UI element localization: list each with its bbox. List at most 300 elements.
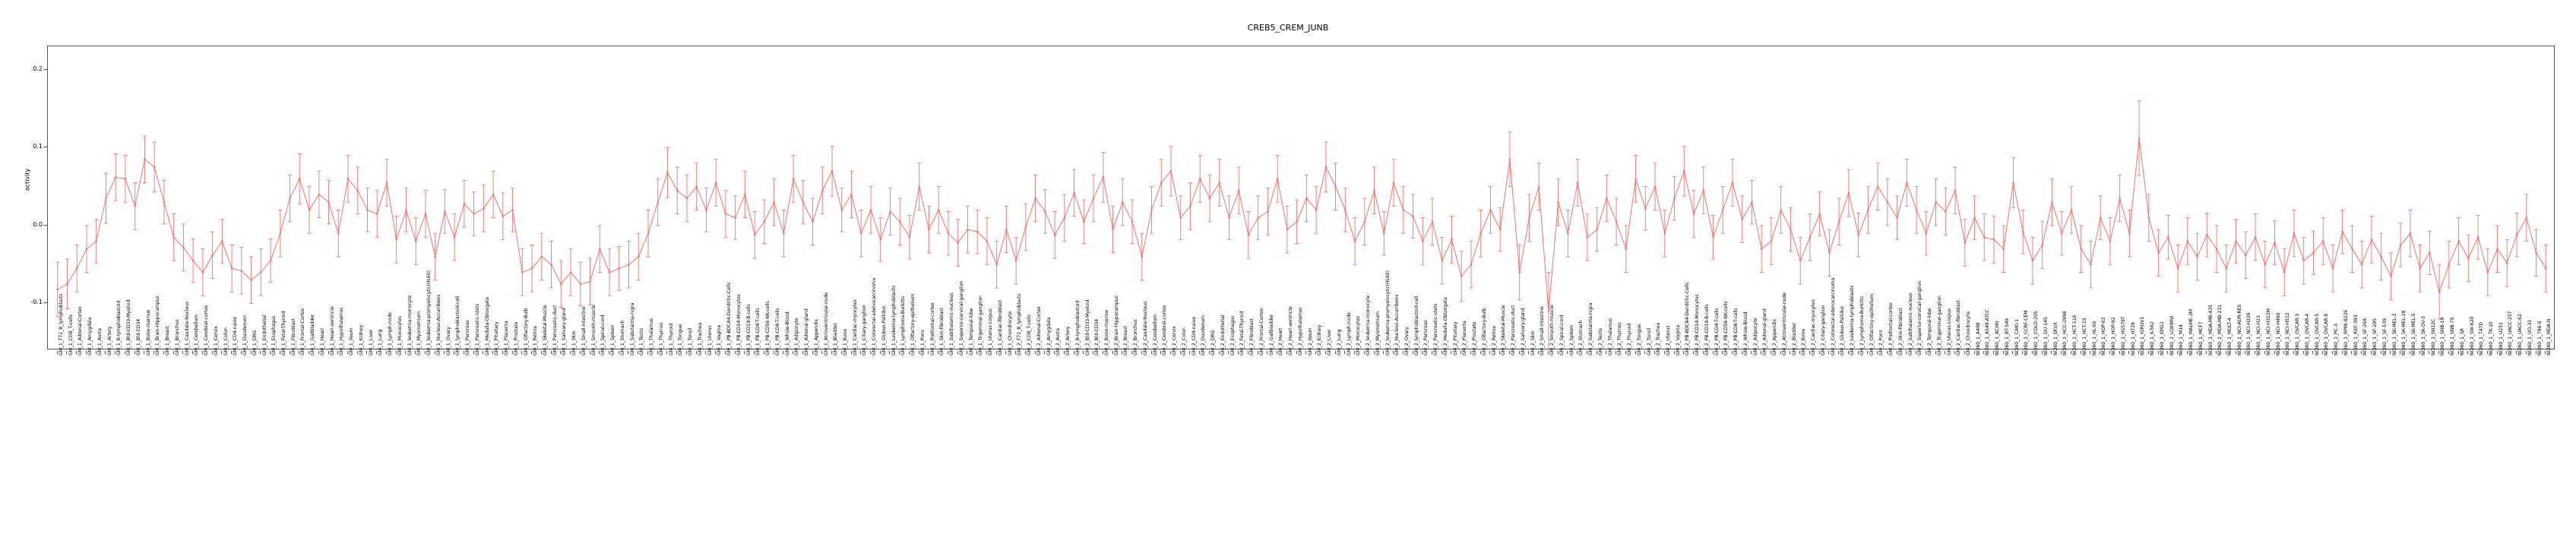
page-title: CREB5_CREM_JUNB	[1247, 23, 1329, 33]
x-tick-label: GM_2_Liver	[1327, 329, 1333, 356]
x-tick-label: GM_2_Tongue	[1636, 324, 1642, 356]
x-tick-label: NCI60_1_SK-MEL-5	[2411, 313, 2417, 356]
x-tick-mark	[221, 351, 222, 354]
x-tick-mark	[725, 351, 726, 354]
x-tick-mark	[1219, 351, 1220, 354]
x-tick-mark	[1519, 351, 1520, 354]
x-tick-label: GM_1_DRG	[252, 330, 258, 356]
x-tick-mark	[889, 351, 890, 354]
x-tick-label: GM_2_PB-CD19-B-cells	[1704, 304, 1710, 356]
x-tick-label: NCI60_1_UO-31	[2527, 319, 2533, 356]
x-tick-label: NCI60_1_RXF-393	[2353, 315, 2359, 356]
x-tick-label: GM_1_Chondrocyte	[1007, 311, 1013, 356]
x-tick-label: GM_2_Pancreatic-duct	[1511, 305, 1517, 356]
x-tick-label: GM_1_Uterus	[707, 325, 713, 356]
x-tick-label: GM_1_Retina	[533, 326, 539, 356]
x-tick-mark	[1325, 351, 1326, 354]
x-tick-label: GM_1_Prostate	[513, 321, 519, 356]
x-tick-label: GM_2_Artery	[1065, 326, 1071, 356]
y-tick-label: 0.1	[33, 143, 43, 150]
x-tick-mark	[1393, 351, 1394, 354]
x-tick-label: GM_2_PB-BDCA4-Dendritic-Cells	[1685, 282, 1691, 356]
x-tick-label: NCI60_1_OVCAR-4	[2304, 313, 2310, 356]
x-tick-label: GM_2_Retina	[1491, 326, 1497, 356]
x-tick-label: GM_2_Placenta	[1462, 321, 1468, 356]
x-tick-label: NCI60_1_TK-10	[2489, 321, 2494, 356]
x-tick-mark	[1935, 351, 1936, 354]
x-tick-label: NCI60_1_MDA-MB-435	[2207, 305, 2214, 356]
x-tick-mark	[880, 351, 881, 354]
x-tick-label: NCI60_1_MDA-N	[2546, 318, 2552, 356]
x-tick-mark	[1858, 351, 1859, 354]
x-tick-label: GM_2_Heart-ventricle	[1288, 306, 1294, 356]
x-tick-mark	[2206, 351, 2207, 354]
x-tick-label: GM_1_Endothelial	[261, 315, 267, 356]
x-tick-label: NCI60_1_HCT-15	[2081, 318, 2087, 356]
x-tick-label: NCI60_1_COLO-205	[2033, 311, 2040, 356]
x-tick-label: GM_2_Fibroblast	[1249, 318, 1255, 356]
x-tick-mark	[231, 351, 232, 354]
x-tick-label: GM_1_Trachea	[697, 322, 703, 356]
x-tick-label: GM_2_Aorta	[1055, 328, 1062, 356]
x-tick-label: GM_1_Whole-Blood	[784, 311, 790, 356]
x-tick-label: GM_1_Myometrium	[416, 311, 422, 356]
x-tick-label: NCI60_1_UACC-257	[2508, 311, 2514, 356]
x-tick-label: GM_2_Lymph-node	[1346, 312, 1352, 356]
x-tick-label: GM_1_lymphoblastoid-cell	[455, 296, 461, 356]
x-tick-mark	[928, 351, 929, 354]
x-tick-label: NCI60_1_HS578T	[2120, 316, 2126, 356]
x-tick-mark	[212, 351, 213, 354]
x-tick-mark	[531, 351, 532, 354]
x-tick-label: GM_1_Fibroblast	[290, 318, 296, 356]
x-tick-label: GM_2_Bld-CD34	[1094, 318, 1100, 356]
x-tick-label: GM_2_DRG	[1210, 330, 1217, 356]
x-tick-label: GM_1_Kidney	[358, 324, 364, 356]
x-tick-label: GM_2_Ovary	[1404, 327, 1410, 356]
x-tick-mark	[686, 351, 687, 354]
x-tick-mark	[2128, 351, 2129, 354]
x-tick-mark	[415, 351, 416, 354]
x-tick-label: GM_2_Medulla-Oblongata	[1442, 297, 1448, 356]
x-tick-mark	[2119, 351, 2120, 354]
x-tick-label: GM_2_Bone-marrow	[1104, 309, 1109, 356]
x-tick-mark	[1867, 351, 1868, 354]
x-tick-mark	[754, 351, 755, 354]
x-tick-mark	[425, 351, 426, 354]
x-tick-label: GM_1_Lymphoma-Burkitts	[900, 296, 907, 356]
x-tick-mark	[812, 351, 813, 354]
x-tick-label: GM_1_leukemia-promyelocytic(HL60)	[426, 270, 432, 356]
x-tick-mark	[1877, 351, 1878, 354]
x-tick-label: GM_1_Stomach	[619, 320, 625, 356]
x-tick-label: GM_1_Thalamus	[649, 318, 655, 356]
x-tick-mark	[1713, 351, 1714, 354]
x-tick-label: NCI60_1_HT29	[2130, 322, 2136, 356]
x-tick-label: GM_1_Trigeminal-ganglion	[978, 296, 984, 356]
y-tick-label: -0.1	[30, 299, 43, 306]
x-tick-label: GM_2_Brain-Hippocampus	[1113, 296, 1119, 356]
x-tick-label: GM_2_Duodenum	[1201, 315, 1207, 356]
x-tick-mark	[1887, 351, 1888, 354]
x-tick-label: GM_2_Kidney	[1317, 324, 1323, 356]
x-tick-label: NCI60_1_OVCAR-5	[2314, 313, 2320, 356]
x-tick-label: GM_1_Ciliary-ganglion	[862, 305, 868, 356]
x-tick-mark	[1015, 351, 1016, 354]
x-tick-label: GM_1_CD4-naive	[233, 316, 239, 356]
x-tick-mark	[2177, 351, 2178, 354]
x-tick-mark	[2332, 351, 2333, 354]
x-tick-label: NCI60_1_NCI-H522	[2285, 312, 2291, 356]
x-tick-label: GM_1_Bronchus	[174, 319, 180, 356]
x-tick-label: GM_1_Cardiac-fibroblast	[997, 300, 1003, 356]
x-tick-label: GM_2_Testis	[1597, 327, 1603, 356]
x-tick-mark	[2216, 351, 2217, 354]
x-tick-label: GM_1_Heart-ventricle	[329, 306, 335, 356]
x-tick-label: GM_1_Temporal-lobe	[968, 308, 974, 356]
x-tick-label: GM_2_CD8_T-cells	[1027, 314, 1033, 356]
x-tick-mark	[2448, 351, 2449, 354]
x-tick-mark	[986, 351, 987, 354]
x-tick-label: GM_2_Trigeminal-ganglion	[1936, 296, 1942, 356]
x-tick-label: GM_2_Adipocyte	[1752, 318, 1758, 356]
x-tick-mark	[2187, 351, 2188, 354]
x-tick-mark	[2458, 351, 2459, 354]
x-tick-label: GM_1_Duodenum	[242, 315, 248, 356]
x-tick-label: GM_1_Medulla-Oblongata	[484, 297, 490, 356]
x-tick-label: GM_2_Pituitary	[1452, 321, 1458, 356]
x-tick-label: GM_2_Adrenal-Cortex	[1036, 306, 1042, 356]
x-tick-mark	[66, 351, 67, 354]
x-tick-mark	[2264, 351, 2265, 354]
x-tick-label: GM_1_Skin-fibroblast	[939, 308, 945, 356]
x-tick-mark	[202, 351, 203, 354]
y-tick-label: 0.2	[33, 65, 43, 72]
x-tick-mark	[96, 351, 97, 354]
y-tick-label: 0.0	[33, 220, 43, 228]
x-tick-label: GM_2_Cerebellum	[1152, 314, 1158, 356]
x-tick-label: NCI60_1_SNB-19	[2440, 317, 2446, 356]
x-tick-label: NCI60_1_HOP-92	[2111, 317, 2117, 356]
x-tick-mark	[1780, 351, 1781, 354]
activity-series	[48, 46, 2555, 349]
x-tick-label: GM_2_Cardiac-fibroblast	[1956, 300, 1962, 356]
x-tick-label: GM_2_Pons	[1878, 330, 1885, 356]
x-tick-label: GM_2_Colorectal-adenocarcinoma	[1830, 277, 1836, 356]
x-tick-label: GM_1_Brain-Hippocampus	[155, 296, 161, 356]
x-tick-mark	[2138, 351, 2139, 354]
x-tick-label: GM_2_Lymphoma-Burkitts	[1859, 296, 1865, 356]
x-tick-mark	[1828, 351, 1829, 354]
x-tick-label: GM_2_Tonsil	[1646, 327, 1652, 356]
x-tick-label: GM_2_Cardiac-myocytes	[1811, 299, 1817, 356]
x-tick-mark	[1954, 351, 1955, 354]
x-tick-label: GM_1_Esophagus	[271, 315, 277, 356]
x-tick-label: NCI60_1_PC-3	[2334, 324, 2340, 356]
x-tick-label: GM_2_PB-CD8-T-cells	[1733, 308, 1739, 356]
x-tick-label: GM_2_leukemia-monocyte	[1366, 295, 1372, 356]
x-tick-mark	[502, 351, 503, 354]
x-tick-mark	[347, 351, 348, 354]
x-tick-label: GM_2_Prefrontal-cortex	[1888, 302, 1894, 356]
x-tick-label: GM_1_Leukemia-lymphoblastic	[891, 285, 897, 356]
x-tick-label: GM_2_Trachea	[1656, 322, 1662, 356]
x-tick-label: GM_1_Skin	[571, 330, 578, 356]
x-tick-label: NCI60_1_MCF7	[2198, 321, 2204, 356]
x-tick-label: GM_2_Bld-CD33-Myeloid	[1084, 299, 1090, 356]
x-tick-label: GM_1_Nucleus-Accumbens	[435, 294, 441, 356]
x-tick-label: GM_1_Bone-marrow	[145, 309, 151, 356]
x-tick-label: GM_1_PB-CD8-T-cells	[774, 308, 780, 356]
x-tick-label: GM_2_Heart	[1278, 327, 1284, 356]
x-tick-label: NCI60_1_NCI-ADR-RES	[2236, 304, 2242, 356]
x-tick-mark	[1644, 351, 1645, 354]
x-tick-label: GM_2_Amygdala	[1046, 317, 1052, 356]
x-tick-label: NCI60_1_NCI-H226	[2246, 312, 2252, 356]
x-tick-mark	[1654, 351, 1655, 354]
x-tick-label: NCI60_1_MALME-3M	[2188, 309, 2195, 356]
x-tick-mark	[366, 351, 367, 354]
x-tick-label: GM_1_Spinal-cord	[600, 315, 606, 356]
x-tick-label: GM_2_Breast	[1123, 325, 1129, 356]
x-tick-label: GM_2_Cervix	[1172, 326, 1178, 356]
x-tick-mark	[821, 351, 822, 354]
x-tick-label: GM_2_Gallbladder	[1268, 314, 1274, 356]
x-tick-mark	[1151, 351, 1152, 354]
x-tick-label: GM_2_Prostate	[1472, 321, 1478, 356]
x-tick-mark	[715, 351, 716, 354]
x-tick-label: GM_2_Esophagus	[1229, 315, 1236, 356]
plot-area	[47, 46, 2555, 349]
x-tick-mark	[1538, 351, 1539, 354]
x-tick-label: NCI60_1_SR	[2459, 328, 2465, 356]
x-tick-mark	[260, 351, 261, 354]
x-tick-mark	[1131, 351, 1132, 354]
x-tick-mark	[1083, 351, 1084, 354]
x-tick-label: GM_1_Smooth-muscle	[590, 305, 597, 356]
x-tick-mark	[386, 351, 387, 354]
x-tick-label: NCI60_1_SK-OV-3	[2420, 316, 2426, 356]
x-tick-mark	[1054, 351, 1055, 354]
x-tick-label: NCI60_1_A498	[1975, 322, 1981, 356]
x-tick-label: GM_2_Skin	[1530, 330, 1536, 356]
x-tick-mark	[2342, 351, 2343, 354]
x-tick-label: GM_2_Temporal-lobe	[1927, 308, 1932, 356]
x-tick-label: GM_2_Superior-cervical-ganglion	[1917, 280, 1923, 356]
x-tick-label: GM_1_Globus-Pallidus	[881, 305, 887, 356]
x-tick-mark	[976, 351, 977, 354]
x-tick-label: NCI60_1_MDA-MB-231	[2217, 305, 2223, 356]
y-axis-label: activity	[24, 168, 31, 191]
x-tick-label: GM_1_CD8_T-cells	[68, 314, 74, 356]
x-tick-label: GM_1_Superior-cervical-ganglion	[958, 280, 964, 356]
x-tick-label: GM_2_Small-intestine	[1540, 306, 1546, 356]
x-tick-mark	[86, 351, 87, 354]
x-tick-mark	[1480, 351, 1481, 354]
x-tick-mark	[1703, 351, 1704, 354]
x-tick-label: GM_1_PB-CD56-NK-cells	[765, 301, 771, 356]
x-tick-mark	[2148, 351, 2149, 354]
x-tick-label: GM_1_Amygdala	[87, 317, 93, 356]
x-tick-label: NCI60_1_SF-539	[2381, 318, 2388, 356]
x-tick-mark	[705, 351, 706, 354]
x-tick-label: GM_1_Substantia-nigra	[629, 302, 635, 356]
x-tick-label: GM_1_T72_B_lymphoblasts	[58, 293, 64, 356]
x-tick-mark	[105, 351, 106, 354]
x-tick-label: GM_1_Olfactory-epithelium	[910, 293, 916, 356]
x-tick-mark	[1354, 351, 1355, 354]
x-tick-label: GM_1_Artery	[106, 326, 112, 356]
x-tick-mark	[1509, 351, 1510, 354]
x-tick-label: GM_2_leukemia-promyelocytic(HL60)	[1385, 270, 1391, 356]
x-tick-label: GM_2_Olfactory-Bulb	[1481, 308, 1487, 356]
x-tick-label: GM_2_Skin-fibroblast	[1897, 308, 1904, 356]
x-tick-mark	[647, 351, 648, 354]
x-tick-label: GM_1_Appendix	[813, 318, 819, 356]
x-tick-label: GM_2_PB-CD14-Monocytes	[1695, 294, 1701, 356]
x-tick-label: NCI60_1_SK-MEL-28	[2401, 310, 2407, 356]
x-tick-mark	[2467, 351, 2468, 354]
x-tick-label: GM_1_leukemia-monocyte	[407, 295, 413, 356]
x-tick-label: GM_1_Adipocyte	[794, 318, 800, 356]
x-tick-label: GM_1_Aorta	[97, 328, 103, 356]
x-tick-label: GM_1_Cerebral-cortex	[204, 305, 210, 356]
x-tick-mark	[1228, 351, 1229, 354]
x-tick-label: NCI60_1_SF-295	[2372, 318, 2378, 356]
x-tick-mark	[1180, 351, 1181, 354]
x-tick-mark	[1296, 351, 1297, 354]
x-tick-label: NCI60_1_HCT-116	[2072, 315, 2078, 356]
x-tick-label: GM_1_Monocytes	[397, 315, 403, 356]
x-tick-mark	[241, 351, 242, 354]
x-tick-label: NCI60_1_SNB-75	[2450, 317, 2456, 356]
x-tick-mark	[909, 351, 910, 354]
x-tick-label: GM_2_PB-CD56-NK-cells	[1723, 301, 1729, 356]
x-tick-label: GM_2_Pancreas	[1423, 320, 1429, 356]
x-tick-mark	[1374, 351, 1375, 354]
x-tick-mark	[1005, 351, 1006, 354]
x-tick-label: GM_1_Pancreas	[465, 320, 471, 356]
x-tick-label: GM_2_lymphoblastoid-cell	[1413, 296, 1419, 356]
x-tick-mark	[57, 351, 58, 354]
x-tick-mark	[666, 351, 667, 354]
x-tick-mark	[163, 351, 164, 354]
x-tick-label: GM_2_Monocytes	[1356, 315, 1362, 356]
x-tick-label: NCI60_1_OVCAR-3	[2295, 313, 2301, 356]
x-tick-label: GM_1_Skeletal-Muscle	[543, 305, 548, 356]
x-tick-label: NCI60_1_HCC-2998	[2062, 311, 2068, 356]
x-tick-mark	[405, 351, 406, 354]
x-tick-label: GM_1_Pons	[919, 330, 926, 356]
x-tick-label: NCI60_1_OVCAR-8	[2324, 313, 2330, 356]
x-tick-label: GM_1_Liver	[368, 329, 374, 356]
x-tick-label: GM_2_Substantia-nigra	[1588, 302, 1594, 356]
x-tick-label: GM_2_Colon	[1181, 327, 1187, 356]
x-tick-label: NCI60_1_EKVX	[2052, 321, 2059, 356]
x-tick-label: GM_2_Thymus	[1617, 322, 1623, 356]
x-tick-label: GM_1_Adrenal-gland	[804, 308, 810, 356]
x-axis-labels	[47, 270, 2555, 541]
x-tick-mark	[251, 351, 252, 354]
x-tick-label: GM_2_Leukemia-lymphoblastic	[1850, 285, 1856, 356]
x-tick-label: GM_1_Prefrontal-cortex	[929, 302, 935, 356]
x-tick-mark	[1315, 351, 1316, 354]
x-tick-label: GM_2_Globus-Pallidus	[1840, 305, 1846, 356]
x-tick-mark	[2003, 351, 2004, 354]
x-tick-label: GM_1_Small-intestine	[581, 306, 587, 356]
x-tick-mark	[1470, 351, 1471, 354]
x-tick-label: GM_1_Cardiac-myocytes	[852, 299, 858, 356]
x-tick-mark	[802, 351, 803, 354]
x-tick-mark	[2274, 351, 2275, 354]
x-tick-label: GM_2_Spleen	[1568, 324, 1574, 356]
x-tick-label: GM_2_Nucleus-Accumbens	[1394, 294, 1400, 356]
x-tick-mark	[1964, 351, 1965, 354]
x-tick-mark	[1558, 351, 1559, 354]
x-tick-label: GM_2_Bronchus	[1133, 319, 1139, 356]
x-tick-mark	[735, 351, 736, 354]
x-tick-label: GM_1_Lung	[378, 329, 384, 356]
x-tick-mark	[831, 351, 832, 354]
x-tick-label: GM_1_Thymus	[658, 322, 664, 356]
x-tick-label: GM_1_Ileum	[349, 327, 355, 356]
x-tick-mark	[851, 351, 852, 354]
x-tick-label: GM_1_PB-CD19-B-cells	[745, 304, 752, 356]
x-tick-label: GM_1_Colon	[223, 327, 229, 356]
x-tick-label: GM_2_Endothelial	[1220, 315, 1226, 356]
x-tick-mark	[1664, 351, 1665, 354]
x-tick-label: GM_1_Salivary-gland	[562, 308, 568, 356]
x-tick-label: GM_1_Bladder	[833, 322, 839, 356]
x-tick-label: GM_2_Spinal-cord	[1559, 315, 1565, 356]
x-tick-label: GM_1_Adrenal-Cortex	[78, 306, 84, 356]
x-tick-label: GM_1_Caudate-Nucleus	[184, 301, 190, 356]
x-tick-mark	[1838, 351, 1839, 354]
x-tick-label: NCI60_1_K-562	[2150, 321, 2156, 356]
x-tick-mark	[2516, 351, 2517, 354]
x-tick-mark	[173, 351, 174, 354]
x-tick-label: NCI60_1_CCRF-CEM	[2024, 310, 2030, 356]
x-tick-label: GM_1_Pancreatic-duct	[552, 305, 558, 356]
x-tick-label: GM_1_Tonsil	[688, 327, 694, 356]
x-tick-label: GM_1_PB-CD4-T-cells	[755, 308, 761, 356]
x-tick-mark	[2312, 351, 2313, 354]
x-tick-mark	[744, 351, 745, 354]
x-tick-mark	[2051, 351, 2052, 354]
x-tick-mark	[1064, 351, 1065, 354]
x-tick-label: GM_1_Uterus-corpus	[988, 308, 994, 356]
x-tick-mark	[1025, 351, 1026, 354]
x-tick-label: GM_2_Smooth-muscle	[1549, 305, 1555, 356]
x-tick-mark	[1286, 351, 1287, 354]
x-tick-label: GM_1_Frontal-Cortex	[300, 308, 306, 356]
x-tick-label: NCI60_1_SW-620	[2469, 316, 2475, 356]
x-tick-mark	[153, 351, 154, 354]
x-tick-label: NCI60_1_BT-549	[2004, 318, 2010, 356]
x-tick-mark	[2487, 351, 2488, 354]
x-tick-label: GM_1_Hypothalamus	[339, 307, 345, 356]
x-tick-label: GM_1_Thyroid	[668, 323, 674, 356]
x-tick-label: GM_2_CD4-naive	[1191, 316, 1197, 356]
x-tick-mark	[2477, 351, 2478, 354]
x-tick-mark	[1528, 351, 1529, 354]
x-tick-label: GM_2_Thyroid	[1627, 323, 1633, 356]
x-tick-mark	[1305, 351, 1306, 354]
x-tick-label: GM_2_Vagina	[1675, 324, 1681, 356]
x-tick-label: NCI60_1_U251	[2498, 322, 2504, 356]
x-tick-mark	[1751, 351, 1752, 354]
x-tick-label: NCI60_1_SN12C	[2430, 318, 2436, 356]
